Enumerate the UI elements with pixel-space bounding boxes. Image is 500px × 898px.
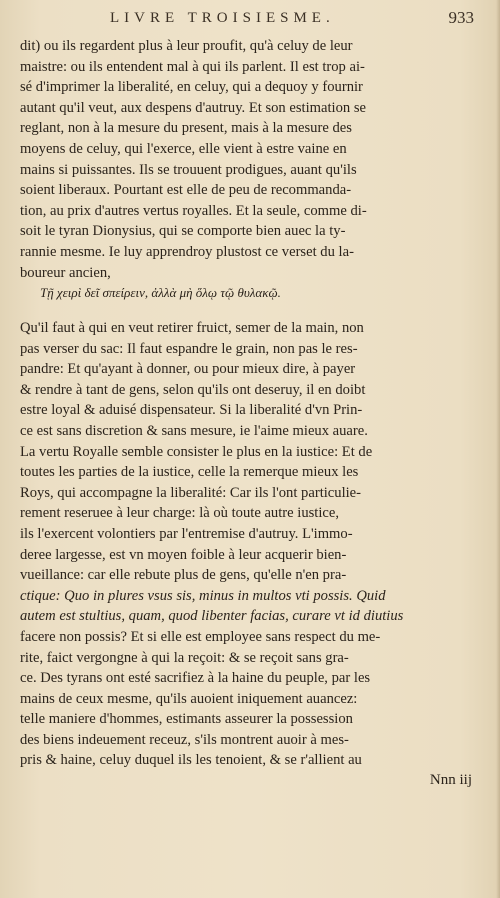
text-line: ce est sans discretion & sans mesure, ie l'aime mieux auare. (20, 422, 368, 439)
text-line: La vertu Royalle semble consister le plus en la iustice: Et de (20, 443, 373, 460)
text-line: vueillance: car elle rebute plus de gens, qu'elle n'en pra- (20, 567, 347, 584)
page-header (110, 8, 474, 34)
text-line: sé d'imprimer la liberalité, en celuy, qui a dequoy y fournir (20, 79, 363, 96)
latin-quote-line: autem est stultius, quam, quod libenter facias, curare vt id diutius (20, 608, 404, 625)
text-line: estre loyal & aduisé dispensateur. Si la liberalité d'vn Prin- (20, 402, 363, 419)
page-edge-shadow (496, 0, 500, 898)
text-line: tion, au prix d'autres vertus royalles. Et la seule, comme di- (20, 202, 367, 219)
text-line: deree largesse, est vn moyen foible à leur acquerir bien- (20, 546, 347, 563)
text-line: pas verser du sac: Il faut espandre le grain, non pas le res- (20, 340, 358, 357)
signature-mark: Nnn iij (429, 772, 472, 788)
paragraph-1 (20, 36, 482, 283)
text-line: mains si puissantes. Ils se trouuent prodigues, auant qu'ils (20, 161, 357, 178)
text-line: maistre: ou ils entendent mal à qui ils parlent. Il est trop ai- (20, 58, 365, 75)
text-line: reglant, non à la mesure du present, mais à la mesure des (20, 120, 352, 137)
text-line: pandre: Et qu'ayant à donner, ou pour mieux dire, à payer (20, 361, 356, 378)
text-line: ils l'exercent volontiers par l'entremise d'autruy. L'immo- (20, 525, 353, 542)
text-line: dit) ou ils regardent plus à leur proufit, qu'à celuy de leur (20, 38, 353, 54)
text-line: facere non possis? Et si elle est employee sans respect du me- (20, 628, 381, 645)
text-line: soient liberaux. Pourtant est elle de peu de recommanda- (20, 182, 352, 199)
text-line: moyens de celuy, qui l'exerce, elle vient à estre vaine en (20, 140, 347, 157)
text-line: boureur ancien, (20, 264, 111, 281)
paragraph-2 (20, 318, 482, 771)
text-line: telle maniere d'hommes, estimants asseurer la possession (20, 711, 353, 728)
text-line: ce. Des tyrans ont esté sacrifiez à la haine du peuple, par les (20, 670, 371, 687)
text-line: & rendre à tant de gens, selon qu'ils ont deseruy, il en doibt (20, 381, 366, 398)
text-line: rite, faict vergongne à qui la reçoit: & se reçoit sans gra- (20, 649, 349, 666)
text-line: soit le tyran Dionysius, qui se comporte bien auec la ty- (20, 223, 346, 240)
text-line: mains de ceux mesme, qu'ils auoient iniquement auancez: (20, 690, 358, 707)
text-line: autant qu'il veut, aux despens d'autruy. Et son estimation se (20, 99, 366, 116)
greek-verse: Τῇ χειρὶ δεῖ σπείρειν, ἀλλὰ μὴ ὅλῳ τῷ θυλακῷ. (40, 285, 281, 300)
text-line: Qu'il faut à qui en veut retirer fruict, semer de la main, non (20, 320, 364, 336)
text-line: toutes les parties de la iustice, celle la remerque mieux les (20, 464, 359, 481)
text-line: Roys, qui accompagne la liberalité: Car ils l'ont particulie- (20, 484, 362, 501)
text-line: rannie mesme. Ie luy apprendroy plustost ce verset du la- (20, 243, 354, 260)
text-line: pris & haine, celuy duquel ils les tenoient, & se r'allient au (20, 752, 362, 769)
page-number: 933 (448, 8, 474, 27)
running-head: LIVRE TROISIESME. (110, 10, 335, 26)
latin-quote-line: ctique: Quo in plures vsus sis, minus in multos vti possis. Quid (20, 587, 386, 604)
text-line: rement reseruee à leur charge: là où toute autre iustice, (20, 505, 340, 522)
text-line: des biens indeuement receuz, s'ils montrent auoir à mes- (20, 731, 349, 748)
